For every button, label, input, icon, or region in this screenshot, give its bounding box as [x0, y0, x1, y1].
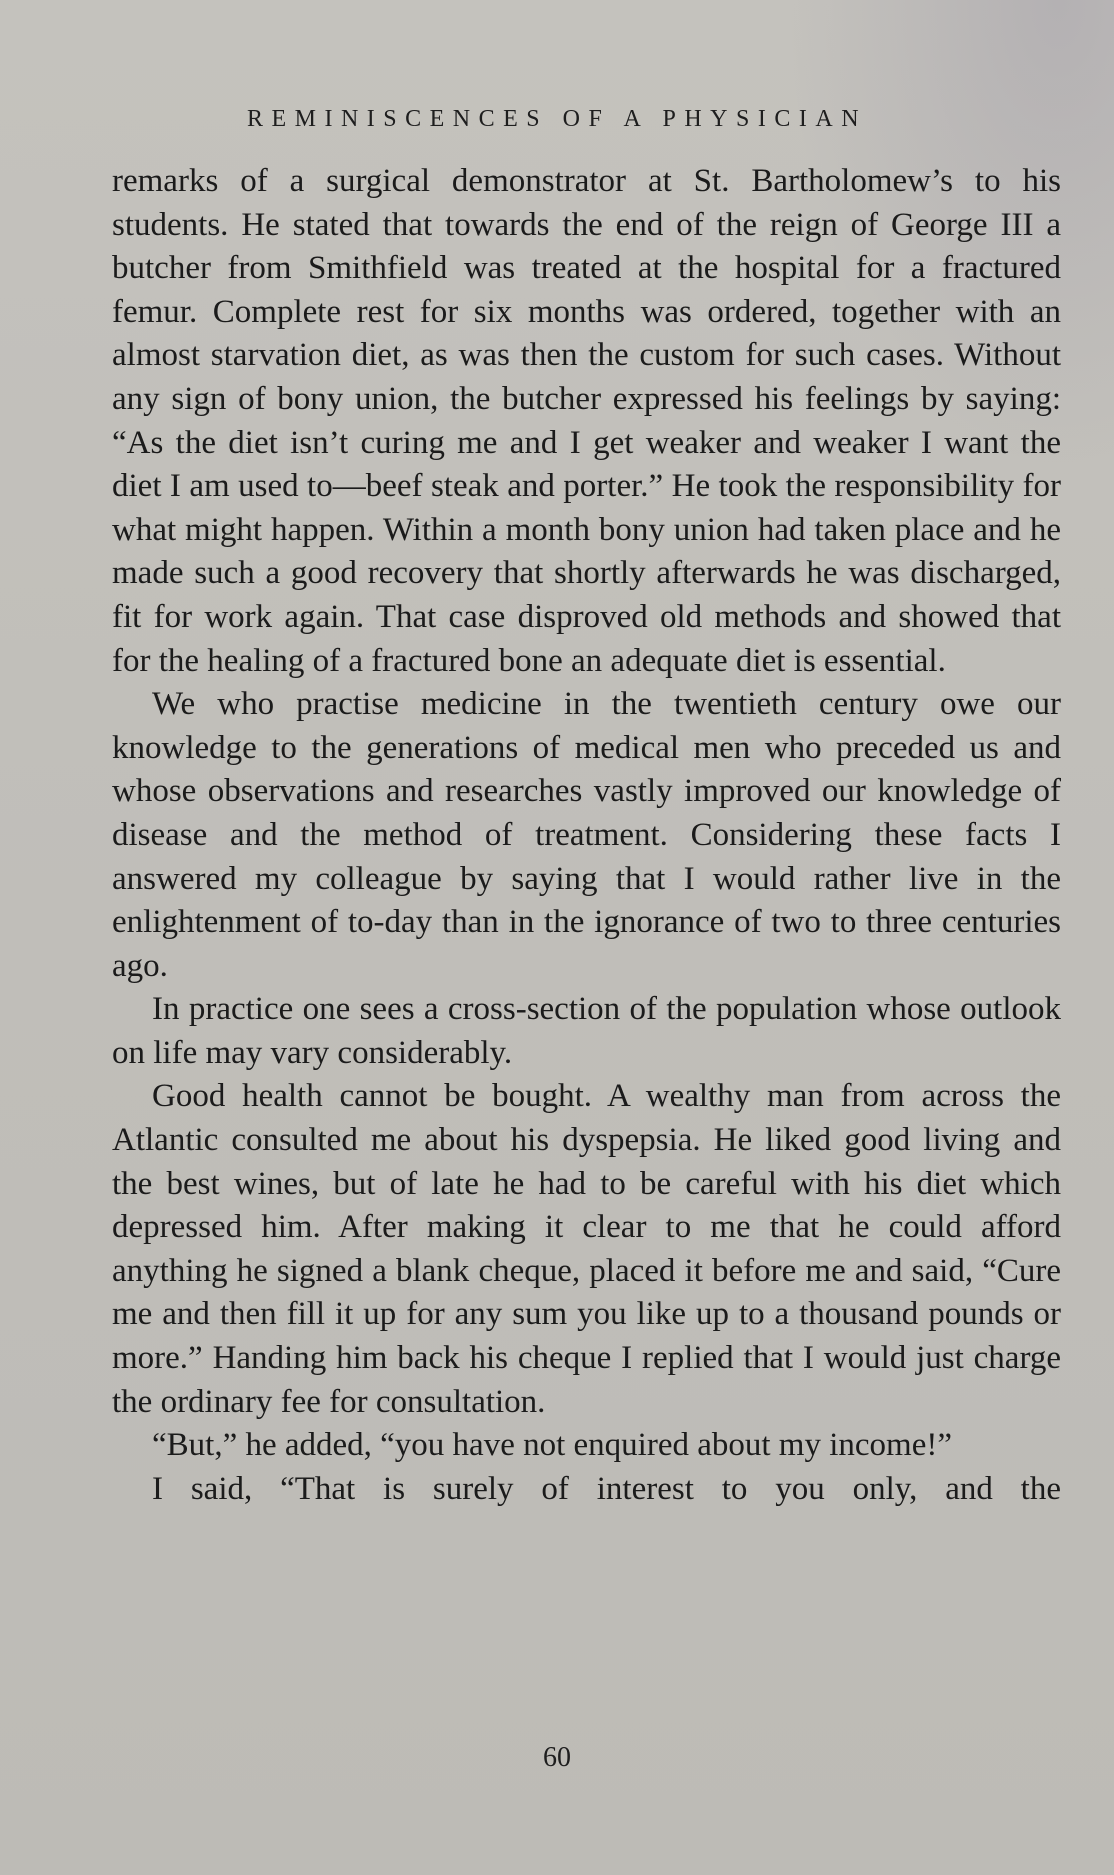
paragraph: “But,” he added, “you have not enquired about my income!”	[152, 1427, 952, 1464]
page-number: 60	[543, 1742, 571, 1773]
running-head: REMINISCENCES OF A PHYSICIAN	[246, 106, 868, 132]
paragraph: In practice one sees a cross-section of the population whose outlook on life may vary considerably.	[112, 991, 1061, 1071]
paragraph-continues: I said, “That is surely of interest to you only, and the	[152, 1470, 1061, 1507]
paragraph-continued: remarks of a surgical demonstrator at St. Bartholomew’s to his students. He stated that towards the end of the reign of George III a butcher from Smithfield was treated at the hospital for a fractured femur. Complete rest for six months was ordered, together with an almost starvation diet, as was then the custom for such cases. Without any sign of bony union, the butcher expressed his feelings by saying: “As the diet isn’t curing me and I get weaker and weaker I want the diet I am used to—beef steak and porter.” He took the responsibility for what might happen. Within a month bony union had taken place and he made such a good recovery that shortly afterwards he was discharged, fit for work again. That case disproved old methods and showed that for the healing of a fractured bone an adequate diet is essential.	[112, 163, 1061, 679]
paragraph: Good health cannot be bought. A wealthy man from across the Atlantic consulted me about his dyspepsia. He liked good living and the best wines, but of late he had to be careful with his diet which depressed him. After making it clear to me that he could afford anything he signed a blank cheque, placed it before me and said, “Cure me and then fill it up for any sum you like up to a thousand pounds or more.” Handing him back his cheque I replied that I would just charge the ordinary fee for consultation.	[112, 1078, 1061, 1420]
paragraph: We who practise medicine in the twentieth century owe our knowledge to the generations of medical men who preceded us and whose observations and researches vastly improved our knowledge of disease and the method of treatment. Considering these facts I answered my colleague by saying that I would rather live in the enlightenment of to-day than in the ignorance of two to three centuries ago.	[112, 686, 1061, 984]
body-text	[112, 160, 1061, 1511]
